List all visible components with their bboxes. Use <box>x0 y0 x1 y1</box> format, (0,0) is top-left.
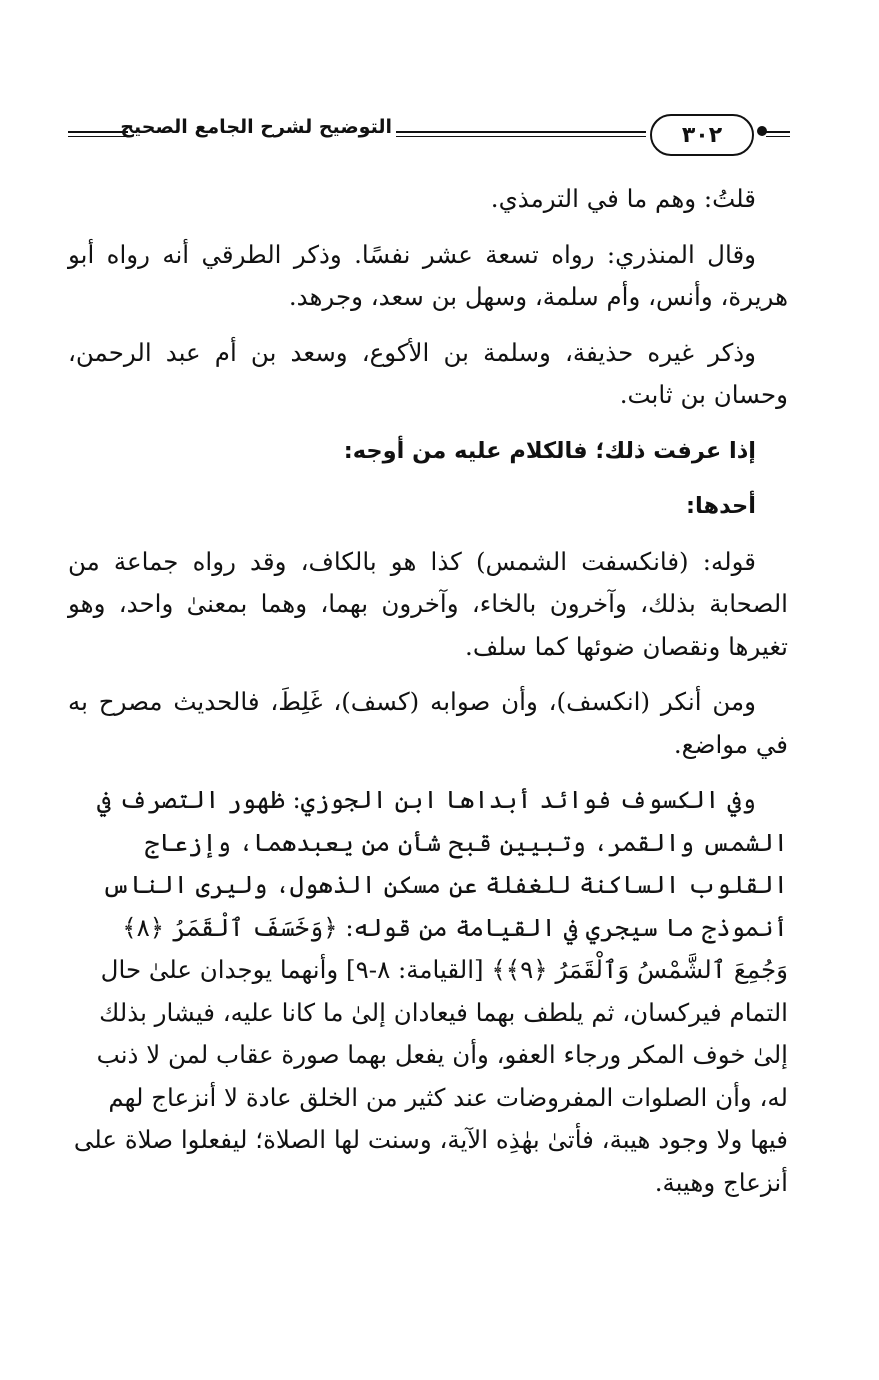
page-number: ٣٠٢ <box>650 114 754 156</box>
running-header <box>0 104 879 164</box>
subsection-heading: أحدها: <box>686 493 756 519</box>
header-rule-middle <box>396 131 646 137</box>
paragraph-1: قلتُ: وهم ما في الترمذي. <box>490 184 756 213</box>
header-rule-right <box>766 131 790 137</box>
paragraph-3: وذكر غيره حذيفة، وسلمة بن الأكوع، وسعد بن أم عبد الرحمن، وحسان بن ثابت. <box>68 337 788 409</box>
book-title: التوضيح لشرح الجامع الصحيح <box>120 116 392 138</box>
paragraph-4: قوله: (فانكسفت الشمس) كذا هو بالكاف، وقد رواه جماعة من الصحابة بذلك، وآخرون بالخاء، وآخرون بهما، وهما بمعنىٰ واحد، وهو تغيرها ونقصان ضوئها كما سلف. <box>68 546 788 661</box>
paragraph-6: وفي الكسوف فوائد أبداها ابن الجوزي: ظهور التصرف في الشمس والقمر، وتبيين قبح شأن من يعبدهما، وإزعاج القلوب الساكنة للغفلة عن مسكن الذهول، وليرى الناس أنموذج ما سيجري في القيامة من قوله: ﴿وَخَسَفَ ٱلْقَمَرُ ﴿٨﴾ وَجُمِعَ ٱلشَّمْسُ وَٱلْقَمَرُ ﴿٩﴾﴾ [القيامة: ٨-٩] وأنهما يوجدان علىٰ حال التمام فيركسان، ثم يلطف بهما فيعادان إلىٰ ما كانا عليه، فيشار بذلك إلىٰ خوف المكر ورجاء العفو، وأن يفعل بهما صورة عقاب لمن لا ذنب له، وأن الصلوات المفروضات عند كثير من الخلق عادة لا أنزعاج لهم فيها ولا وجود هيبة، فأتىٰ بهٰذِه الآية، وسنت لها الصلاة؛ ليفعلوا صلاة على أنزعاج وهيبة. <box>73 785 788 1197</box>
main-text <box>68 178 788 1217</box>
paragraph-2: وقال المنذري: رواه تسعة عشر نفسًا. وذكر الطرقي أنه رواه أبو هريرة، وأنس، وأم سلمة، وسهل بن سعد، وجرهد. <box>68 239 788 311</box>
paragraph-5: ومن أنكر (انكسف)، وأن صوابه (كسف)، غَلِطَ، فالحديث مصرح به في مواضع. <box>68 687 788 759</box>
section-heading: إذا عرفت ذلك؛ فالكلام عليه من أوجه: <box>343 437 756 464</box>
header-rule-left <box>68 131 128 137</box>
